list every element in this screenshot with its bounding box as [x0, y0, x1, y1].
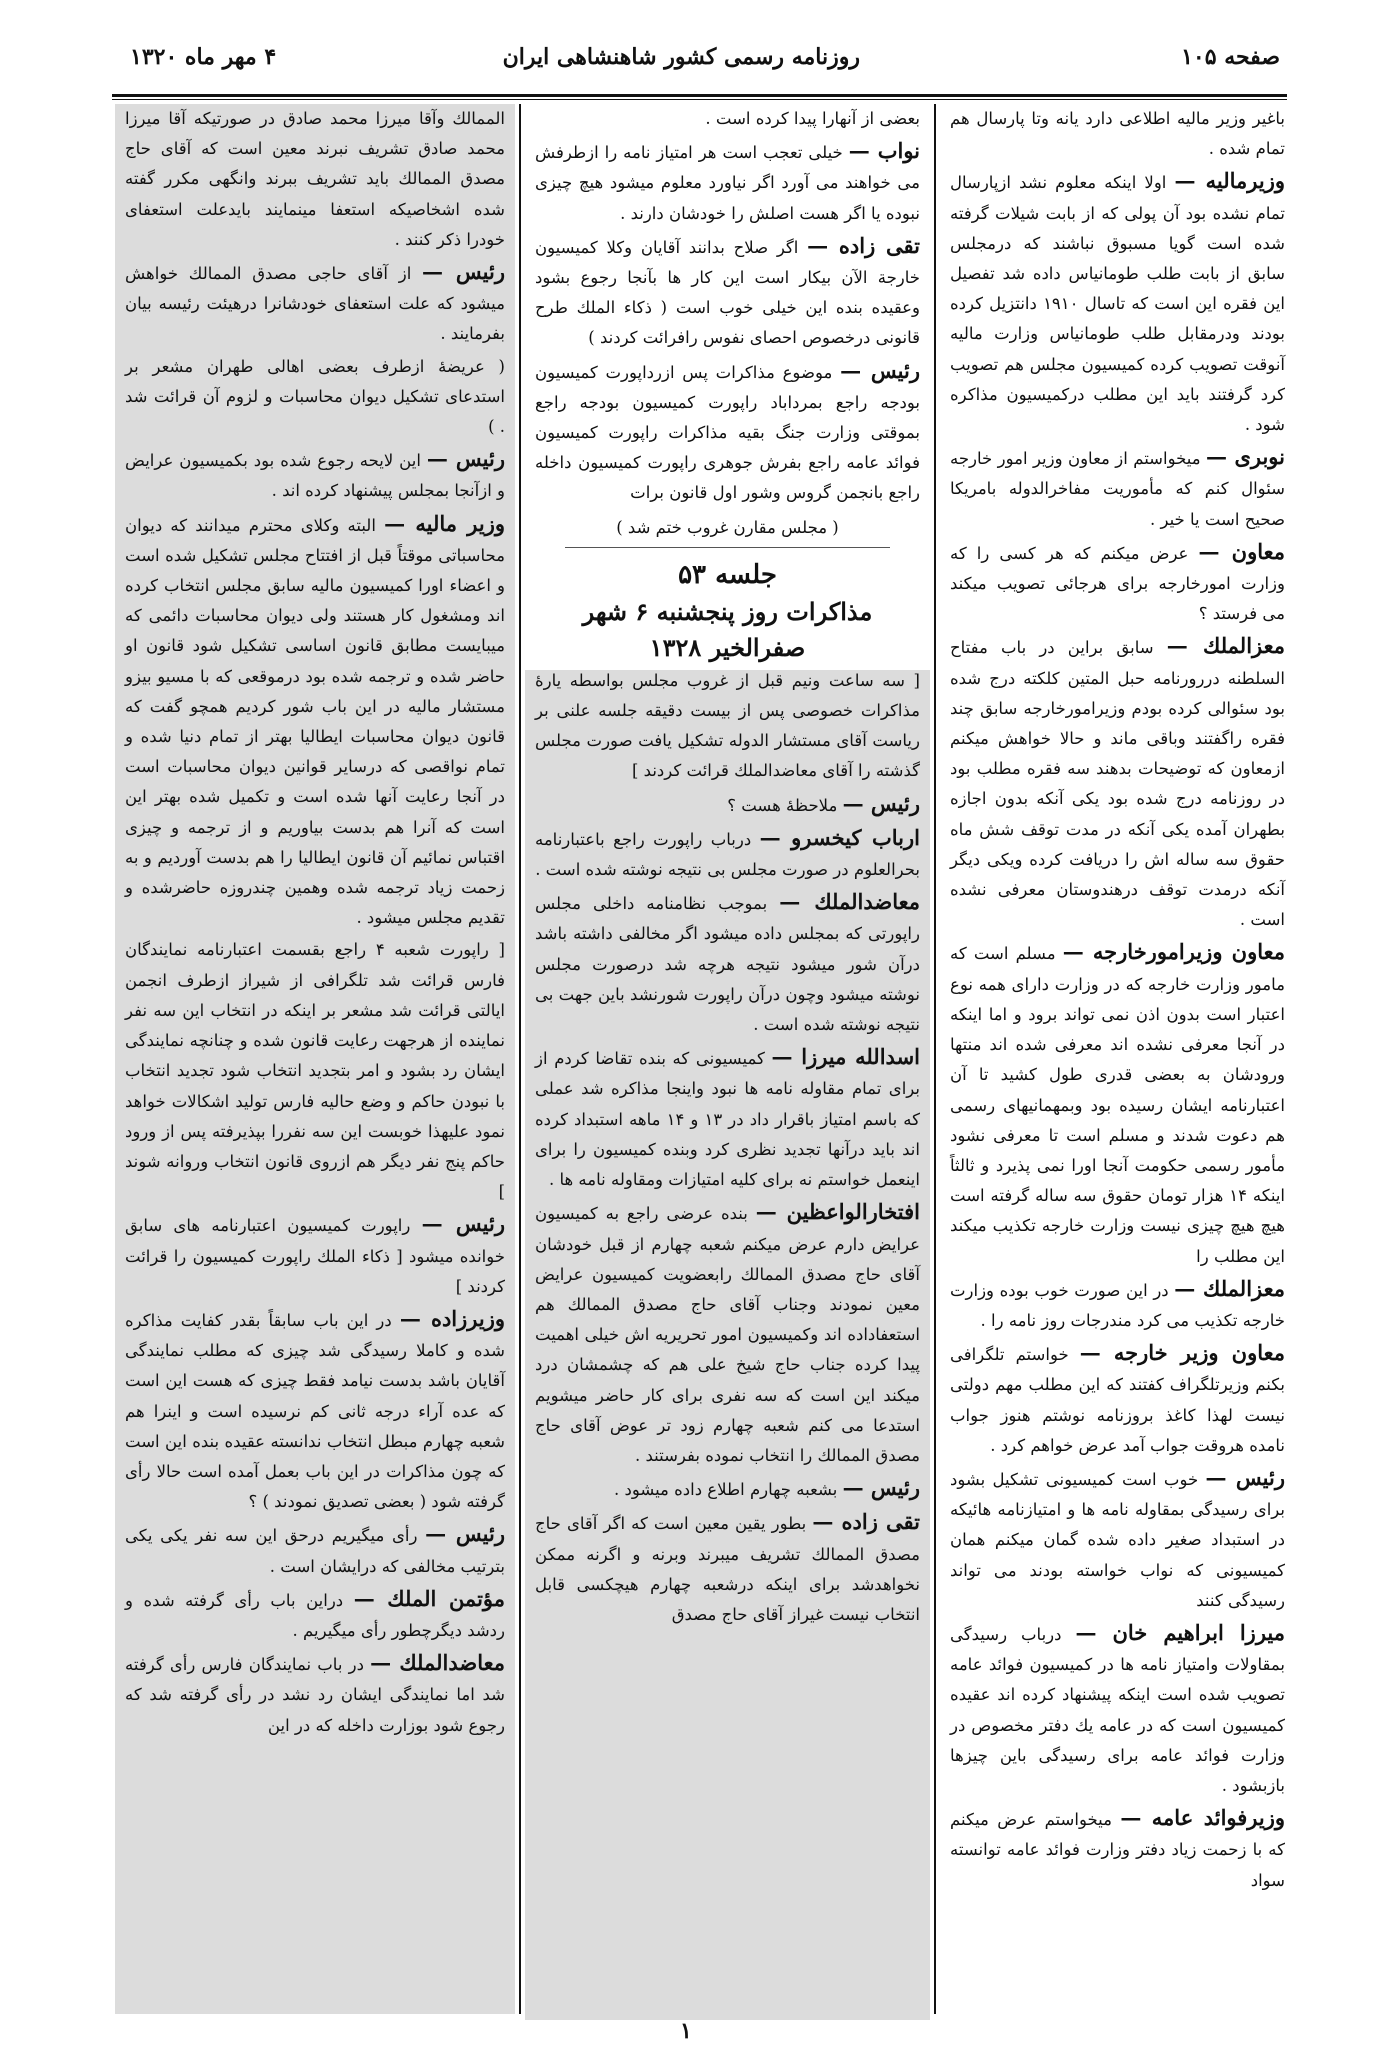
speaker-name: وزير ماليه — [384, 510, 505, 536]
paragraph-text: در باب نمايندگان فارس رأى گرفته شد اما نمايندگى ايشان رد نشد در رأى گرفته شد كه رجوع شود بوزارت داخله كه در اين [125, 1655, 505, 1735]
speaker-name: تقى زاده — [807, 232, 920, 258]
column-middle [525, 104, 930, 2014]
speaker-name: معاضدالملك — [779, 889, 921, 915]
paragraph-text: بنده عرضى راجع به كميسيون عرايض دارم عرض ميكنم شعبه چهارم از قبل خودشان آقاى حاج مصدق الممالك رابعضويت كميسيون عرايض معين نمودند وجناب آقاى حاج مصدق الممالك هم استعفاداده اند وكميسيون امور تحريريه اش خيلى اهميت پيدا كرده جناب حاج شيخ على هم كه چشمشان درد ميكند اين است كه سه نفرى براى كار حاضر ميشويم استدعا مى كنم شعبه چهارم زود تر عوض آقاى حاج مصدق الممالك را انتخاب نموده بفرستند . [535, 1204, 920, 1465]
page-label: صفحه ۱۰۵ [1181, 44, 1280, 70]
middle-bottom-text [535, 666, 920, 1630]
paragraph [535, 356, 920, 509]
speaker-name: رئيس — [842, 790, 920, 816]
header-rule-thin [112, 99, 1287, 100]
paragraph [950, 1274, 1285, 1336]
speaker-name: رئيس — [840, 357, 921, 383]
paragraph [535, 1507, 920, 1630]
speaker-name: وزيرماليه — [1174, 168, 1285, 194]
paragraph [125, 352, 505, 443]
paragraph [535, 789, 920, 821]
paragraph [125, 1584, 505, 1646]
session-month: صفرالخير ۱۳۲۸ [649, 632, 806, 662]
paragraph [535, 666, 920, 787]
paragraph [125, 257, 505, 350]
paragraph-text: بشعبه چهارم اطلاع داده ميشود . [614, 1480, 838, 1500]
paragraph-text: [ سه ساعت ونيم قبل از غروب مجلس بواسطه يارهٔ مذاكرات خصوصى پس از بيست دقيقه جلسه علنى بر رياست آقاى مستشار الدوله تشكيل يافت صورت مجلس گذشته را آقاى معاضدالملك قرائت كردند ] [535, 670, 920, 781]
paragraph [125, 1519, 505, 1581]
paragraph-text: خواستم تلگرافى بكنم وزيرتلگراف كفتند كه اين مطلب مهم دولتى نيست لهذا كاغذ بروزنامه نوشتم هنوز جواب نامده هروقت جواب آمد عرض خواهم كرد . [950, 1345, 1285, 1455]
paragraph [535, 887, 920, 1040]
paragraph-text: عرض ميكنم كه هر كسى را كه وزارت امورخارجه براى هرجائى تصويب ميكند مى فرستد ؟ [950, 543, 1285, 624]
speaker-name: رئيس — [426, 446, 505, 472]
speaker-name: تقى زاده — [812, 1509, 920, 1535]
paragraph-text: ميخواستم عرض ميكنم كه با زحمت زياد دفتر وزارت فوائد عامه توانسته سواد [950, 1810, 1285, 1890]
paragraph [535, 1042, 920, 1195]
paragraph [950, 166, 1285, 440]
paragraph-text: [ راپورت شعبه ۴ راجع بقسمت اعتبارنامه نمايندگان فارس قرائت شد تلگرافى از شيراز ازطرف انجمن ايالتى قرائت شد مشعر بر اينكه در انتخاب اين سه نفر نماينده از هرجهت رعايت قانون شده و چنانچه نمايندگى ايشان رد بشود و امر بتجديد انتخاب شود تجديد انتخاب با نبودن حاكم و وضع حاليه فارس توليد اشكالات خواهد نمود عليهذا خوبست اين سه نفررا بپذيرفته پس از ورود حاكم پنج نفر ديگر هم ازروى قانون انتخاب وروانه شوند ] [125, 940, 505, 1202]
paragraph-text: درباب رسيدگى بمقاولات وامتياز نامه ها در كميسيون فوائد عامه تصويب شده است اينكه پيشنهاد كرده اند عقيده كميسيون است كه در عامه يك دفتر مخصوص در وزارت فوائد عامه براى رسيدگى باين چيزها بازبشود . [950, 1624, 1285, 1795]
section-divider [565, 547, 890, 548]
paragraph [950, 442, 1285, 535]
paragraph-text: الممالك وآقا ميرزا محمد صادق در صورتيكه آقا ميرزا محمد صادق تشريف نبرند معين است كه آقاى حاج مصدق الممالك بايد تشريف ببرند وانگهى مكرر گفته شده اشخاصيكه استعفا مينمايند بايدعلت استعفاى خودرا ذكر كنند . [125, 109, 505, 249]
paragraph [535, 823, 920, 885]
paragraph-text: كميسيونى كه بنده تقاضا كردم از براى تمام مقاوله نامه ها نبود واينجا مذاكره شد عملى كه باسم امتياز باقرار داد در ۱۳ و ۱۴ ماهه استبداد كرده اند بايد درآنها تجديد نظرى كرد وبنده كميسيون را براى اينعمل خواستم نه براى كليه امتيازات ومقاوله نامه ها . [535, 1049, 921, 1190]
speaker-name: وزيرزاده — [399, 1305, 505, 1331]
paragraph [950, 1338, 1285, 1461]
paragraph [950, 1463, 1285, 1616]
paragraph-text: اگر صلاح بدانند آقايان وكلا كميسيون خارجة الآن بيكار است اين كار ها بآنجا رجوع بشود وعقيده بنده اين خيلى خوب است ( ذكاء الملك طرح قانونى درخصوص احصاى نفوس رافرائت كردند ) [535, 237, 920, 348]
paragraph-text: ميخواستم از معاون وزير امور خارجه سئوال كنم كه مأموريت مفاخرالدوله بامريكا صحيح است يا خير . [950, 449, 1285, 529]
speaker-name: رئيس — [421, 1211, 505, 1237]
speaker-name: نوبرى — [1205, 444, 1286, 470]
paragraph [950, 1618, 1285, 1801]
paragraph-text: بموجب نظامنامه داخلى مجلس راپورتى كه بمجلس داده ميشود اگر مخالفى داشته باشد درآن شور ميشود نتيجه هرچه شد درصورت مجلس نوشته ميشود وچون درآن راپورت شورنشد باين جهت بى نتيجه نوشته شده است . [535, 894, 920, 1035]
paragraph [535, 1473, 920, 1505]
speaker-name: نواب — [848, 138, 921, 164]
paragraph-text: سابق براين در باب مفتاح السلطنه دررورنامه حبل المتين كلكته درج شده بود سئوالى كرده بودم وزيرامورخارجه سابق چند فقره راگفتند وباقى ماند و حالا خواهش ميكنم ازمعاون كه توضيحات بدهند سه فقره مطلب بود در روزنامه درج شده بود يكى آنكه بدون اجازه بطهران آمده يكى آنكه در مدت توقف شش ماه حقوق سه ساله اش را دريافت كرده ويكى ديگر آنكه درمدت توقف درهندوستان معرفى نشده است . [950, 638, 1285, 930]
paragraph [125, 935, 505, 1207]
paragraph [535, 136, 920, 229]
paragraph-text: از آقاى حاجى مصدق الممالك خواهش ميشود كه علت استعفاى خودشانرا درهيئت رئيسه بيان بفرمايند . [125, 264, 505, 344]
speaker-name: معزالملك — [1174, 1275, 1285, 1301]
paragraph-text: موضوع مذاكرات پس ازرداپورت كميسيون بودجه راجع بمرداباد راپورت كميسيون بودجه راجع بموقتى وزارت جنگ بقيه مذاكرات راپورت كميسيون فوائد عامه راجع بفرش جوهرى راپورت كميسيون داخله راجع بانجمن گروس وشور اول قانون برات [535, 362, 920, 503]
paragraph [950, 104, 1285, 164]
page-header [130, 40, 1280, 88]
paragraph-text: مسلم است كه مامور وزارت خارجه كه در وزارت داراى همه نوع اعتبار است بدون اذن نمى تواند برود و اما اينكه در آنجا معرفى نشده اند معرفى شده اند منتها ورودشان به بعضى قدرى طول كشيد تا آن اعتبارنامه ايشان رسيده بود وبمهمانيهاى رسمى هم دعوت شدند و مسلم است تا معرفى نشود مأمور رسمى حكومت آنجا اورا نمى پذيرد و ثالثاً اينكه ۱۴ هزار تومان حقوق سه ساله گرفته است هيچ هيچ چيزى نيست وزارت خارجه تكذيب ميكند اين مطلب را [950, 944, 1285, 1266]
speaker-name: ارباب كيخسرو — [759, 824, 920, 850]
column-left [115, 104, 515, 2014]
paragraph-text: اولا اينكه معلوم نشد ازپارسال تمام نشده بود آن پولى كه از بابت شيلات گرفته شده است گويا مسبوق نباشند كه درمجلس سابق از بابت طلب طومانياس داده شد تفصيل اين فقره اين است كه تاسال ۱۹۱۰ دانتزيل كرده بودند ودرمقابل طلب طومانياس وزارت ماليه آنوقت تصويب كرده كميسيون مجلس هم تصويب كرد گرفتند بايد اين مطلب دركميسيون مذاكره شود . [950, 173, 1285, 435]
paragraph [535, 1197, 920, 1471]
paragraph [125, 1304, 505, 1517]
paragraph-text: در اين باب سابقاً بقدر كفايت مذاكره شده و كاملا رسيدگى شد چيزى كه مطلب نمايندگى آقايان باشد بدست نيامد فقط چيزى كه هست اين است كه عده آراء درجه ثانى كم نرسيده است و اينرا هم شعبه چهارم مبطل انتخاب ندانسته عقيده بنده اين است كه چون مذاكرات در اين باب بعمل آمده است حالا رأى گرفته شود ( بعضى تصديق نمودند ) ؟ [125, 1310, 505, 1512]
paragraph-text: در اين صورت خوب بوده وزارت خارجه تكذيب مى كرد مندرجات روز نامه را . [950, 1280, 1285, 1330]
paragraph [125, 1648, 505, 1741]
paragraph [950, 631, 1285, 935]
speaker-name: معاون وزيرامورخارجه — [1062, 939, 1285, 965]
column-rule-right [934, 104, 936, 2014]
paragraph [950, 937, 1285, 1271]
column-right [940, 104, 1295, 2014]
paragraph-text: اين لايحه رجوع شده بود بكميسيون عرايض و ازآنجا بمجلس پيشنهاد كرده اند . [125, 451, 505, 501]
paragraph [125, 509, 505, 934]
paragraph-text: رأى ميگيريم درحق اين سه نفر يكى يكى بترتيب مخالفى كه درايشان است . [125, 1526, 505, 1576]
paragraph-text: خوب است كميسيونى تشكيل بشود براى رسيدگى بمقاوله نامه ها و امتيازنامه هائيكه در استبداد صغير داده شده گمان ميكنم همان كميسيونى كه نواب خواسته بودند مى تواند رسيدگى كنند [950, 1469, 1285, 1610]
paragraph [125, 1209, 505, 1302]
newspaper-title: روزنامه رسمی کشور شاهنشاهی ایران [502, 44, 860, 70]
paragraph-text: درباب راپورت راجع باعتبارنامه بحرالعلوم در صورت مجلس بى نتيجه نوشته شده است . [535, 829, 920, 880]
header-rule [112, 94, 1287, 97]
session-number: جلسه ۵۳ [678, 559, 777, 590]
column-rule-left [519, 104, 521, 2014]
speaker-name: معاون — [1198, 538, 1285, 564]
speaker-name: ميرزا ابراهيم خان — [1075, 1619, 1285, 1645]
paragraph [535, 231, 920, 354]
speaker-name: افتخارالواعظين — [755, 1199, 920, 1225]
paragraph-text: البته وكلاى محترم ميدانند كه ديوان محاسباتى موقتاً قبل از افتتاح مجلس تشكيل شده است و اعضاء اورا كميسيون ماليه سابق مجلس انتخاب كرده اند ومشغول كار هستند ولى ديوان محاسبات دائمى كه ميبايست مطابق قانون اساسى تشكيل شود قانون او حاضر شده و ترجمه شده بود درموقعى كه با مسيو بيزو مستشار ماليه در اين باب شور كرديم همچو گفت كه قانون ديوان محاسبات ايطاليا بهتر از تمام دنيا شده و تمام نواقصى كه درساير قوانين ديوان محاسبات است در آنجا رعايت آنها شده است و تكميل شده بهتر اين است كه آنرا هم بدست بياوريم و از ترجمه و چيزى اقتباس نمائيم آن قانون ايطاليا را هم بدست آورديم و به زحمت زياد ترجمه شده وهمين چندروزه حاضرشده و تقديم مجلس ميشود . [125, 515, 505, 928]
paragraph-text: ( عريضهٔ ازطرف بعضى اهالى طهران مشعر بر استدعاى تشكيل ديوان محاسبات و لزوم آن قرائت شد . ) [125, 356, 505, 437]
speaker-name: معزالملك — [1166, 633, 1285, 659]
speaker-name: رئيس — [1205, 1464, 1285, 1490]
paragraph [125, 444, 505, 506]
speaker-name: معاضدالملك — [370, 1650, 506, 1676]
paragraph-text: راپورت كميسيون اعتبارنامه هاى سابق خوانده ميشود [ ذكاء الملك راپورت كميسيون را قرائت كردند ] [125, 1216, 505, 1296]
paragraph [950, 537, 1285, 630]
speaker-name: مؤتمن الملك — [353, 1585, 506, 1611]
speaker-name: وزيرفوائد عامه — [1120, 1805, 1285, 1831]
paragraph [535, 104, 920, 134]
paragraph-text: دراين باب رأى گرفته شده و ردشد ديگرچطور رأى ميگيريم . [125, 1590, 505, 1640]
middle-top-text [535, 104, 920, 509]
session-title: مذاكرات روز پنجشنبه ۶ شهر [582, 596, 873, 626]
speaker-name: اسدالله ميرزا — [771, 1044, 920, 1070]
speaker-name: معاون وزير خارجه — [1079, 1340, 1285, 1366]
speaker-name: رئيس — [422, 259, 505, 285]
paragraph-text: ملاحظهٔ هست ؟ [727, 795, 838, 815]
speaker-name: رئيس — [842, 1475, 920, 1501]
speaker-name: رئيس — [425, 1521, 505, 1547]
paragraph-text: خيلى تعجب است هر امتياز نامه را ازطرفش مى خواهند مى آورد اگر نياورد معلوم ميشود هيچ چيزى نبوده يا اگر هست اصلش را خودشان دارند . [535, 143, 920, 223]
issue-date: ۴ مهر ماه ۱۳۲۰ [130, 44, 277, 70]
page-number: ۱ [680, 2018, 692, 2044]
paragraph-text: بعضى از آنهارا پيدا كرده است . [705, 109, 920, 128]
paragraph-text: باغير وزير ماليه اطلاعى دارد يانه وتا پارسال هم تمام شده . [950, 109, 1285, 159]
paragraph [950, 1803, 1285, 1896]
paragraph-text: بطور يقين معين است كه اگر آقاى حاج مصدق الممالك تشريف ميبرند وبرنه و اگرنه ممكن نخواهدشد براى اينكه درشعبه چهارم هيچكسى قابل انتخاب نيست غيراز آقاى حاج مصدق [535, 1514, 920, 1624]
paragraph [125, 104, 505, 255]
session-end-note: ( مجلس مقارن غروب ختم شد ) [616, 517, 839, 537]
